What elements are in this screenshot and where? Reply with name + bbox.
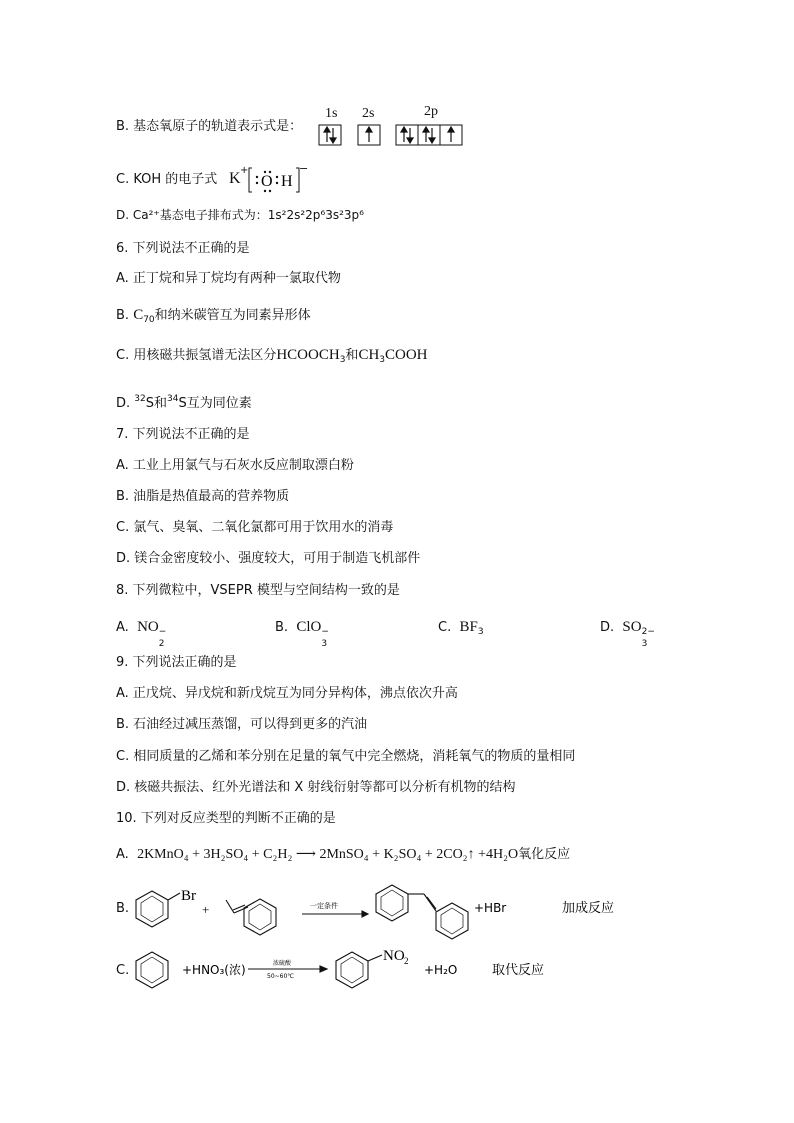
q8-options: [116, 618, 676, 649]
q6c-formula-2-sub: 3: [379, 355, 386, 365]
koh-plus: +: [240, 165, 249, 176]
q10b-condition: 一定条件: [310, 902, 338, 910]
q8c-sub: 3: [477, 627, 484, 637]
q6b-text: 和纳米碳管互为同素异形体: [154, 308, 311, 323]
q6d-sup-34: 34: [167, 394, 179, 404]
question-9-stem: 9. 下列说法正确的是: [116, 655, 237, 670]
q10b-hbr: +HBr: [474, 901, 507, 915]
orbital-label-2s: 2s: [362, 106, 375, 121]
q8c-formula: BF: [459, 619, 478, 635]
q10c-condition-bottom: 50~60℃: [267, 973, 295, 980]
q6d-s1: S和: [145, 396, 167, 411]
q10b-type: 加成反应: [562, 901, 615, 916]
question-7-stem: 7. 下列说法不正确的是: [116, 427, 250, 442]
question-10-stem: 10. 下列对反应类型的判断不正确的是: [116, 811, 336, 826]
q6b-sub: 70: [143, 315, 155, 325]
q8d-formula: SO: [622, 619, 642, 635]
q6d-s2: S互为同位素: [178, 396, 252, 411]
q6-option-d: [116, 390, 252, 413]
orbital-label-2p: 2p: [424, 104, 438, 119]
q8b-formula: ClO: [296, 619, 322, 635]
q8b-label: B.: [275, 620, 289, 635]
option-b-orbital-text: B. 基态氧原子的轨道表示式是：: [116, 119, 303, 134]
q6b-label: B.: [116, 308, 134, 323]
q7-option-c: C. 氯气、臭氧、二氧化氯都可用于饮用水的消毒: [116, 520, 394, 535]
q8-option-a: [116, 618, 167, 649]
q6c-text: C. 用核磁共振氢谱无法区分: [116, 348, 277, 363]
q10c-reagent: +HNO₃(浓): [182, 963, 246, 977]
q8-option-b: [275, 618, 329, 649]
q9-option-a: A. 正戊烷、异戊烷和新戊烷互为同分异构体，沸点依次升高: [116, 686, 458, 701]
q6c-formula-1-sub: 3: [339, 355, 346, 365]
q8a-charge: −: [158, 627, 167, 637]
q10b-label: B.: [116, 901, 130, 916]
q6b-c: C: [133, 307, 144, 323]
q8-option-c: [438, 618, 484, 641]
q10b-reaction: [130, 876, 630, 940]
q10a-equation: 2KMnO₄ + 3H₂SO₄ + C₂H₂ ⟶ 2MnSO₄ + K₂SO₄ + 2CO₂↑ +4H₂O: [137, 847, 519, 862]
q8d-label: D.: [600, 620, 615, 635]
q6c-and: 和: [345, 348, 359, 363]
q8b-sub: 3: [321, 639, 328, 649]
svg-text:O: O: [261, 173, 273, 190]
q8d-sub: 3: [641, 639, 648, 649]
q10c-water: +H₂O: [424, 963, 458, 977]
q8a-label: A.: [116, 620, 129, 635]
q10a-label: A.: [116, 847, 129, 862]
q9-option-c: C. 相同质量的乙烯和苯分别在足量的氧气中完全燃烧，消耗氧气的物质的量相同: [116, 749, 576, 764]
q10c-no2-sub: 2: [404, 956, 409, 966]
q10c-label: C.: [116, 963, 130, 978]
q8b-charge: −: [321, 627, 329, 637]
q10b-plus: +: [202, 902, 210, 917]
q9-option-b: B. 石油经过减压蒸馏，可以得到更多的汽油: [116, 717, 368, 732]
q7-option-a: A. 工业上用氯气与石灰水反应制取漂白粉: [116, 458, 354, 473]
orbital-label-1s: 1s: [325, 106, 338, 121]
q7-option-d: D. 镁合金密度较小、强度较大，可用于制造飞机部件: [116, 551, 421, 566]
q10c-reaction: [130, 944, 580, 996]
q10c-type: 取代反应: [492, 963, 545, 978]
q10b-br: Br: [181, 888, 196, 904]
option-c-koh-text: C. KOH 的电子式: [116, 172, 218, 187]
q8a-sub: 2: [158, 639, 165, 649]
q7-option-b: B. 油脂是热值最高的营养物质: [116, 489, 290, 504]
q8a-formula: NO: [137, 619, 159, 635]
koh-k: K: [229, 170, 241, 187]
q8-option-d: [600, 618, 656, 649]
q6-option-b: [116, 306, 311, 329]
koh-minus: −: [299, 162, 309, 175]
option-d-ca-text: D. Ca²⁺基态电子排布式为：1s²2s²2p⁶3s²3p⁶: [116, 208, 364, 222]
q6-option-c: [116, 346, 428, 369]
q10a-type: 氧化反应: [518, 847, 571, 862]
question-6-stem: 6. 下列说法不正确的是: [116, 241, 250, 256]
svg-text:H: H: [281, 173, 293, 190]
q6d-sup-32: 32: [134, 394, 146, 404]
orbital-boxes: [318, 124, 473, 148]
q10-option-a: [116, 846, 570, 864]
q6c-formula-2a: CH: [358, 347, 380, 363]
q8c-label: C.: [438, 620, 452, 635]
q10c-condition-top: 浓硫酸: [273, 960, 292, 967]
q8d-charge: 2−: [641, 627, 655, 637]
q6-option-a: A. 正丁烷和异丁烷均有两种一氯取代物: [116, 271, 341, 286]
question-8-stem: 8. 下列微粒中，VSEPR 模型与空间结构一致的是: [116, 583, 400, 598]
q9-option-d: D. 核磁共振法、红外光谱法和 X 射线衍射等都可以分析有机物的结构: [116, 780, 516, 795]
q10c-no2: NO: [383, 948, 405, 964]
q6c-formula-2b: COOH: [385, 347, 428, 363]
q6d-label: D.: [116, 396, 135, 411]
q6c-formula-1: HCOOCH: [276, 347, 340, 363]
koh-anion-bracket: [247, 165, 307, 195]
